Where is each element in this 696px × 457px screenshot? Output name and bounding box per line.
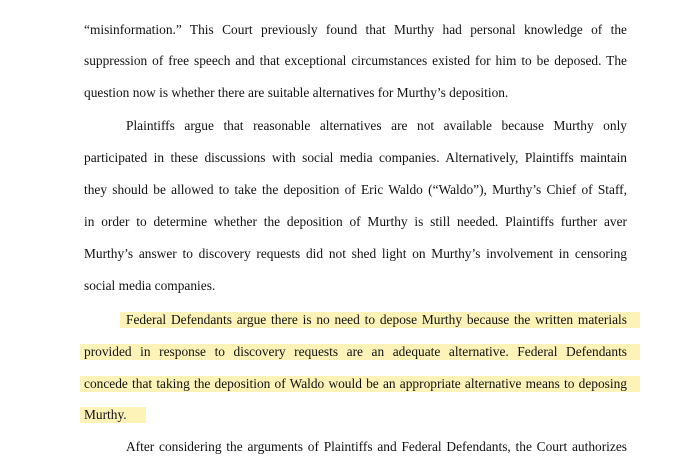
paragraph-2-line-5: Murthy’s answer to discovery requests did not shed light on Murthy’s involvement in censoring xyxy=(84,246,627,261)
paragraph-1-line-1: “misinformation.” This Court previously found that Murthy had personal knowledge of the xyxy=(84,22,627,37)
paragraph-3-line-2: provided in response to discovery requests are an adequate alternative. Federal Defendants xyxy=(84,344,627,359)
paragraph-1-line-2: suppression of free speech and that exceptional circumstances existed for him to be deposed. The xyxy=(84,53,627,68)
paragraph-2-line-4: in order to determine whether the deposition of Murthy is still needed. Plaintiffs further aver xyxy=(84,214,627,229)
paragraph-1-line-3: question now is whether there are suitable alternatives for Murthy’s deposition. xyxy=(84,85,509,100)
paragraph-2-line-3: they should be allowed to take the deposition of Eric Waldo (“Waldo”), Murthy’s Chief of Staff, xyxy=(84,182,627,197)
paragraph-4-line-1: After considering the arguments of Plaintiffs and Federal Defendants, the Court authorizes xyxy=(126,439,627,454)
paragraph-2-line-1: Plaintiffs argue that reasonable alternatives are not available because Murthy only xyxy=(126,118,627,133)
paragraph-2-line-2: participated in these discussions with social media companies. Alternatively, Plaintiffs maintain xyxy=(84,150,627,165)
paragraph-3-line-1: Federal Defendants argue there is no need to depose Murthy because the written materials xyxy=(126,312,627,327)
paragraph-3-line-4: Murthy. xyxy=(84,407,127,422)
paragraph-2-line-6: social media companies. xyxy=(84,278,216,293)
paragraph-3-line-3: concede that taking the deposition of Waldo would be an appropriate alternative means to deposing xyxy=(84,376,627,391)
